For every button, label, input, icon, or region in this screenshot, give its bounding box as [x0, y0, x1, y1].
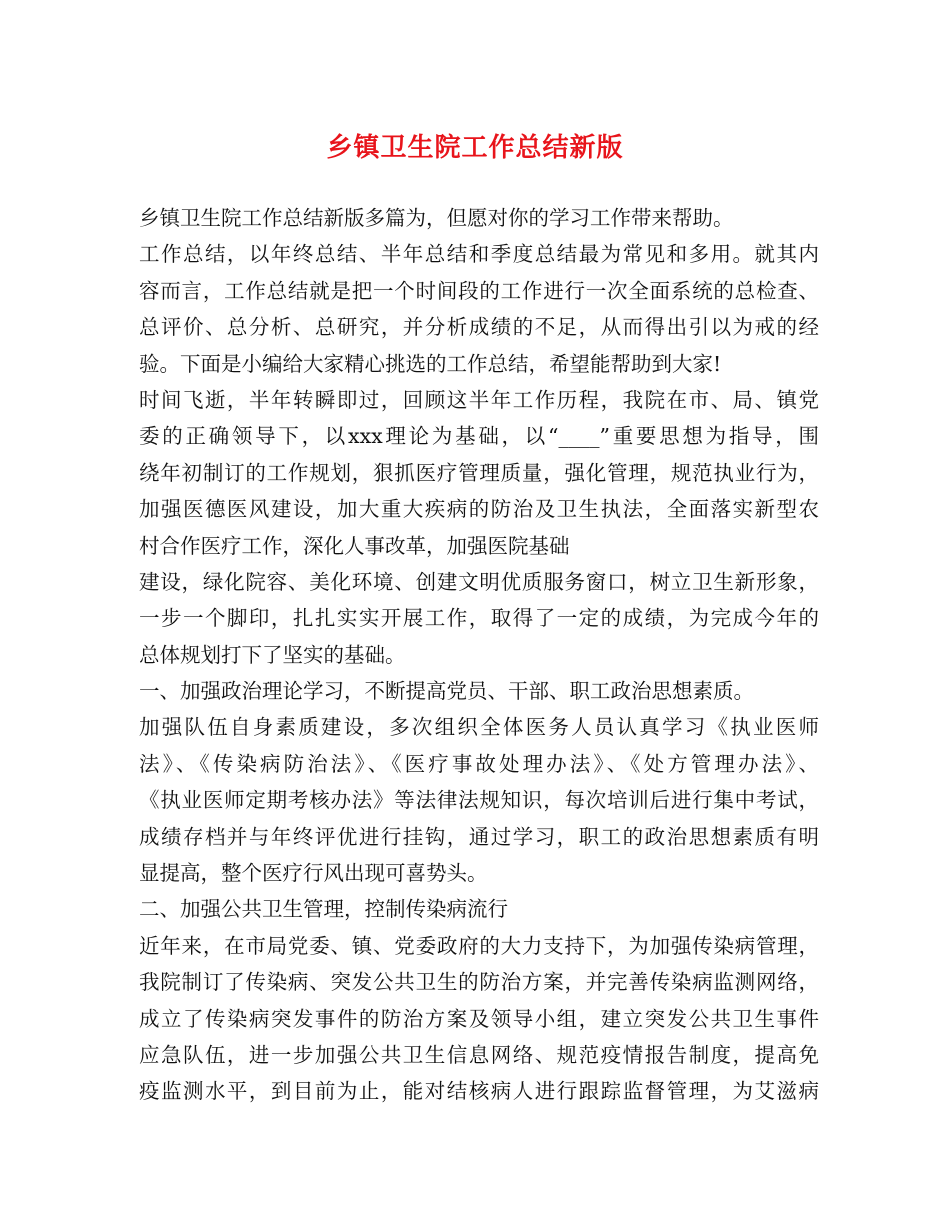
text-line: 总体规划打下了坚实的基础。 — [139, 642, 406, 667]
text-line: 成绩存档并与年终评优进行挂钩，通过学习，职工的政治思想素质有明 — [139, 824, 819, 849]
text-line: 时间飞逝，半年转瞬即过，回顾这半年工作历程，我院在市、局、镇党 — [139, 387, 819, 412]
text-line: 乡镇卫生院工作总结新版多篇为，但愿对你的学习工作带来帮助。 — [139, 206, 734, 230]
text-line: 近年来，在市局党委、镇、党委政府的大力支持下，为加强传染病管理， — [139, 933, 819, 958]
text-line: 法》、《传染病防治法》、《医疗事故处理办法》、《处方管理办法》、 — [139, 751, 819, 776]
text-line: 容而言，工作总结就是把一个时间段的工作进行一次全面系统的总检查、 — [139, 278, 819, 303]
text-line: 总评价、总分析、总研究，并分析成绩的不足，从而得出引以为戒的经 — [139, 315, 819, 340]
text-line: 加强队伍自身素质建设，多次组织全体医务人员认真学习《执业医师 — [139, 715, 819, 740]
text-line: 验。下面是小编给大家精心挑选的工作总结，希望能帮助到大家! — [139, 351, 722, 376]
text-line: 《执业医师定期考核办法》等法律法规知识，每次培训后进行集中考试， — [139, 788, 819, 813]
text-line: 加强医德医风建设，加大重大疾病的防治及卫生执法，全面落实新型农 — [139, 497, 819, 522]
text-line: 二、加强公共卫生管理，控制传染病流行 — [139, 897, 508, 922]
document-body — [139, 200, 819, 1110]
document-title: 乡镇卫生院工作总结新版 — [326, 133, 624, 163]
text-line: 委的正确领导下，以xxx理论为基础，以“____”重要思想为指导，围 — [139, 424, 819, 449]
text-line: 一、加强政治理论学习，不断提高党员、干部、职工政治思想素质。 — [139, 679, 754, 704]
text-line: 显提高，整个医疗行风出现可喜势头。 — [139, 861, 488, 886]
text-line: 疫监测水平，到目前为止，能对结核病人进行跟踪监督管理，为艾滋病 — [139, 1079, 819, 1104]
text-line: 工作总结，以年终总结、半年总结和季度总结最为常见和多用。就其内 — [139, 242, 819, 267]
text-line: 绕年初制订的工作规划，狠抓医疗管理质量，强化管理，规范执业行为， — [139, 460, 819, 485]
text-line: 我院制订了传染病、突发公共卫生的防治方案，并完善传染病监测网络， — [139, 970, 819, 995]
text-line: 成立了传染病突发事件的防治方案及领导小组，建立突发公共卫生事件 — [139, 1006, 819, 1031]
text-line: 建设，绿化院容、美化环境、创建文明优质服务窗口，树立卫生新形象， — [139, 569, 819, 594]
text-line: 应急队伍，进一步加强公共卫生信息网络、规范疫情报告制度，提高免 — [139, 1042, 819, 1067]
text-line: 一步一个脚印，扎扎实实开展工作，取得了一定的成绩，为完成今年的 — [139, 606, 819, 631]
text-line: 村合作医疗工作，深化人事改革，加强医院基础 — [139, 533, 570, 558]
